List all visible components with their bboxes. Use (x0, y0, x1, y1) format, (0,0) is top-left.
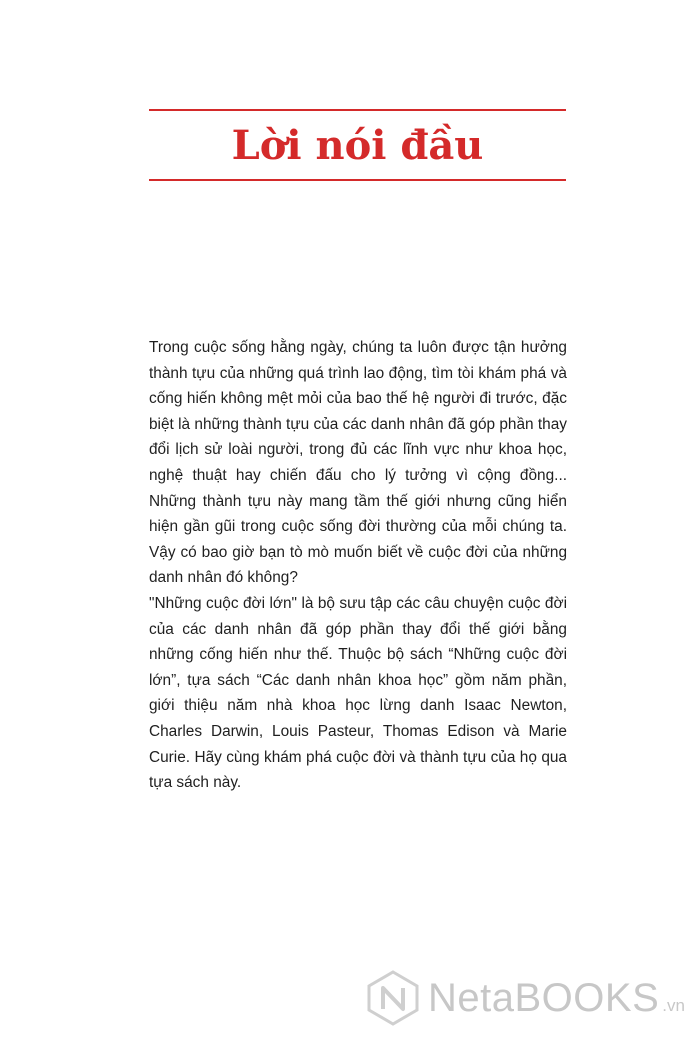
preface-paragraph-1: Trong cuộc sống hằng ngày, chúng ta luôn được tận hưởng thành tựu của những quá trình lao động, tìm tòi khám phá và cống hiến không mệt mỏi của bao thế hệ người đi trước, đặc biệt là những thành tựu của các danh nhân đã góp phần thay đổi lịch sử loài người, trong đủ các lĩnh vực như khoa học, nghệ thuật hay chiến đấu cho lý tưởng vì cộng đồng... Những thành tựu này mang tầm thế giới nhưng cũng hiển hiện gần gũi trong cuộc sống đời thường của mỗi chúng ta. Vậy có bao giờ bạn tò mò muốn biết về cuộc đời của những danh nhân đó không? (149, 339, 567, 587)
title-bottom-rule (149, 179, 566, 181)
watermark (364, 968, 685, 1028)
title-top-rule (149, 109, 566, 111)
watermark-brand: NetaBOOKS (428, 976, 660, 1020)
page-title: Lời nói đầu (231, 122, 484, 169)
watermark-suffix: .vn (662, 996, 685, 1015)
preface-paragraph-2: "Những cuộc đời lớn" là bộ sưu tập các câu chuyện cuộc đời của các danh nhân đã góp phần thay đổi thế giới bằng những cống hiến như thế. Thuộc bộ sách “Những cuộc đời lớn”, tựa sách “Các danh nhân khoa học” gồm năm phần, giới thiệu năm nhà khoa học lừng danh Isaac Newton, Charles Darwin, Louis Pasteur, Thomas Edison và Marie Curie. Hãy cùng khám phá cuộc đời và thành tựu của họ qua tựa sách này. (149, 594, 567, 792)
preface-body (149, 335, 567, 796)
netabooks-logo-icon (364, 969, 422, 1027)
